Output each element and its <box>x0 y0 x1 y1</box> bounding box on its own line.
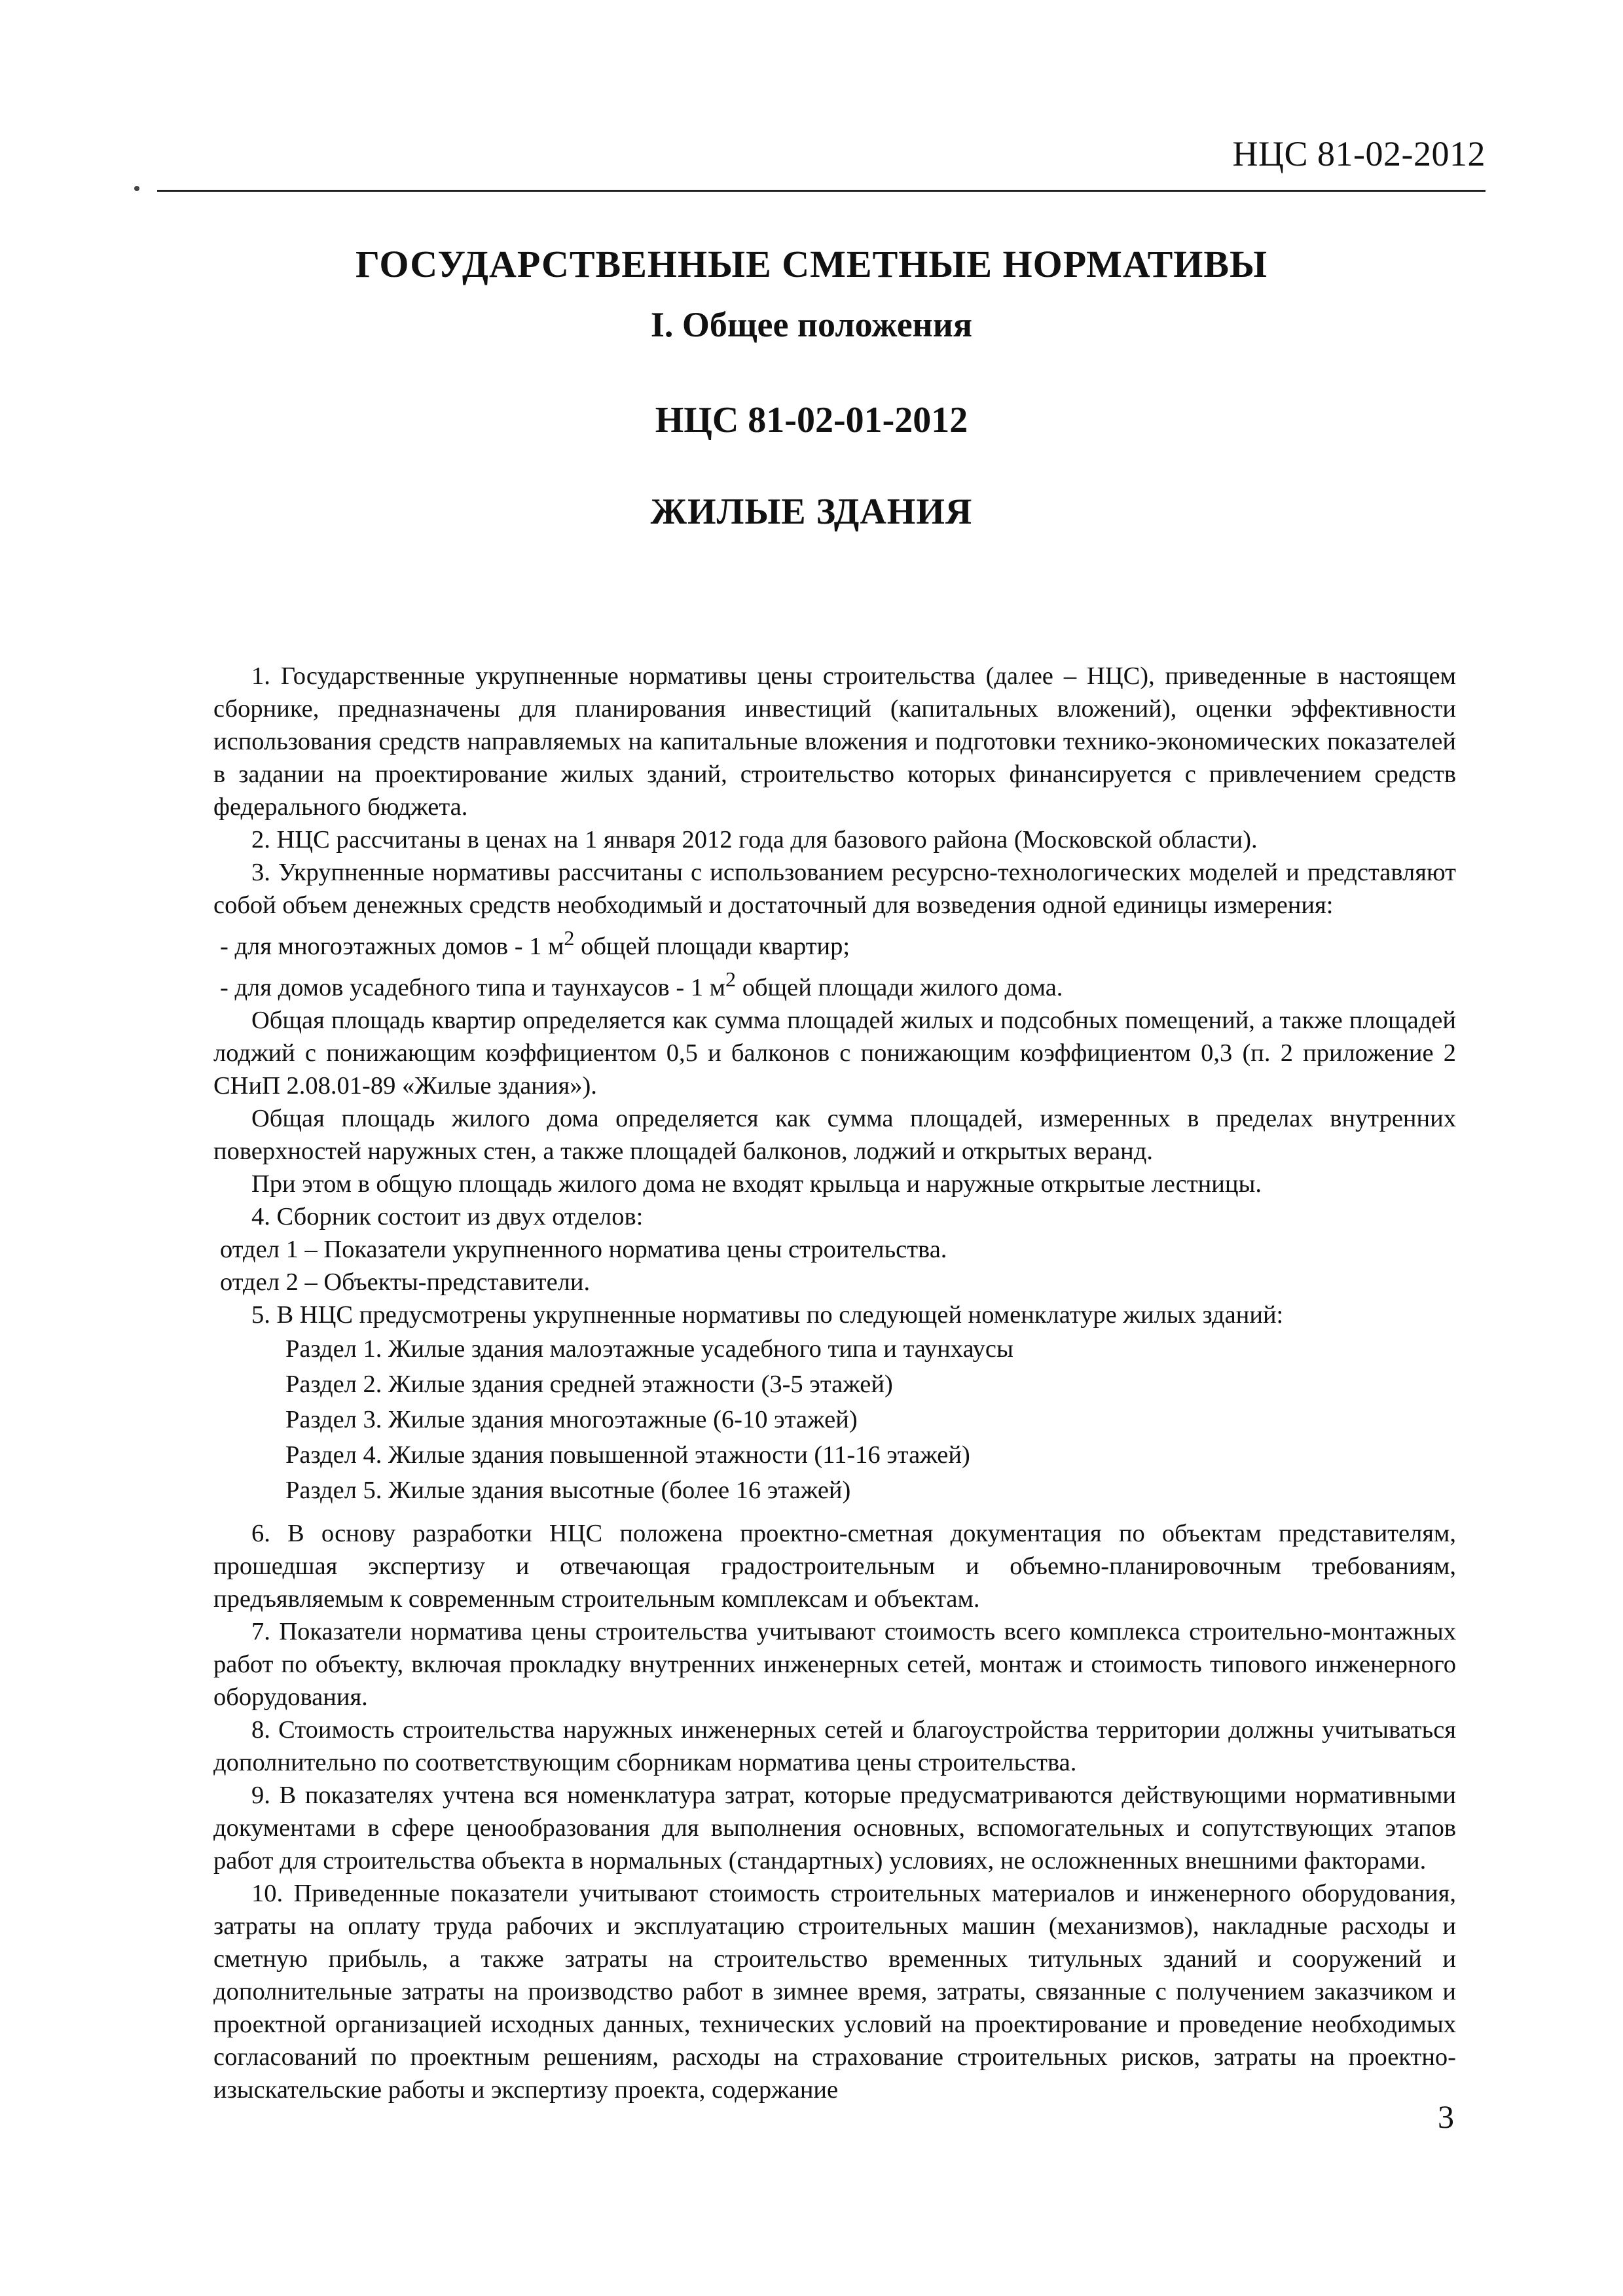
collection-code: НЦС 81-02-01-2012 <box>655 400 968 440</box>
paragraph-house-area: Общая площадь жилого дома определяется как сумма площадей, измеренных в пределах внутренних поверхностей наружных стен, а также площадей балконов, лоджий и открытых веранд. <box>213 1104 1456 1165</box>
paragraph-5: 5. В НЦС предусмотрены укрупненные нормативы по следующей номенклатуре жилых зданий: <box>251 1300 1284 1329</box>
main-title: ГОСУДАРСТВЕННЫЕ СМЕТНЫЕ НОРМАТИВЫ <box>355 243 1268 285</box>
bullet-multistorey <box>213 922 1456 963</box>
page-number: 3 <box>1438 2098 1454 2135</box>
bullet-text: общей площади жилого дома. <box>736 973 1063 1001</box>
paragraph-1: 1. Государственные укрупненные нормативы цены строительства (далее – НЦС), приведенные в настоящем сборнике, предназначены для планирования инвестиций (капитальных вложений), оценки эффективности использования средств направляемых на капитальные вложения и подготовки технико-экономических показателей в задании на проектирование жилых зданий, строительство которых финансируется с привлечением средств федерального бюджета. <box>213 662 1456 821</box>
section-title: ЖИЛЫЕ ЗДАНИЯ <box>650 492 973 532</box>
bullet-text: - для многоэтажных домов - 1 м <box>220 932 564 960</box>
section-item: Раздел 2. Жилые здания средней этажности (3-5 этажей) <box>285 1370 893 1398</box>
paragraph-7: 7. Показатели норматива цены строительства учитывают стоимость всего комплекса строительно-монтажных работ по объекту, включая прокладку внутренних инженерных сетей, монтаж и стоимость типового инженерного оборудования. <box>213 1617 1456 1711</box>
superscript: 2 <box>564 926 575 950</box>
paragraph-9: 9. В показателях учтена вся номенклатура затрат, которые предусматриваются действующими нормативными документами в сфере ценообразования для выполнения основных, вспомогательных и сопутствующих этапов работ для строительства объекта в нормальных (стандартных) условиях, не осложненных внешними факторами. <box>213 1781 1456 1874</box>
section-item: Раздел 1. Жилые здания малоэтажные усадебного типа и таунхаусы <box>285 1335 1013 1363</box>
bullet-text: общей площади квартир; <box>574 932 850 960</box>
section-item: Раздел 4. Жилые здания повышенной этажности (11-16 этажей) <box>285 1441 970 1469</box>
section-item: Раздел 3. Жилые здания многоэтажные (6-10 этажей) <box>285 1405 858 1433</box>
paragraph-2: 2. НЦС рассчитаны в ценах на 1 января 2012 года для базового района (Московской области). <box>251 826 1258 853</box>
paragraph-8: 8. Стоимость строительства наружных инженерных сетей и благоустройства территории должны учитываться дополнительно по соответствующим сборникам норматива цены строительства. <box>213 1715 1456 1776</box>
bullet-townhouse <box>213 963 1456 1004</box>
bullet-text: - для домов усадебного типа и таунхаусов - 1 м <box>220 973 726 1001</box>
paragraph-10: 10. Приведенные показатели учитывают стоимость строительных материалов и инженерного оборудования, затраты на оплату труда рабочих и эксплуатацию строительных машин (механизмов), накладные расходы и сметную прибыль, а также затраты на строительство временных титульных зданий и сооружений и дополнительные затраты на производство работ в зимнее время, затраты, связанные с получением заказчиком и проектной организацией исходных данных, технических условий на проектирование и проведение необходимых согласований по проектным решениям, расходы на страхование строительных рисков, затраты на проектно-изыскательские работы и экспертизу проекта, содержание <box>213 1879 1456 2104</box>
section-item: Раздел 5. Жилые здания высотные (более 16 этажей) <box>285 1476 851 1504</box>
paragraph-apartment-area: Общая площадь квартир определяется как сумма площадей жилых и подсобных помещений, а также площадей лоджий с понижающим коэффициентом 0,5 и балконов с понижающим коэффициентом 0,3 (п. 2 приложение 2 СНиП 2.08.01-89 «Жилые здания»). <box>213 1006 1456 1100</box>
paragraph-exclusions: При этом в общую площадь жилого дома не входят крыльца и наружные открытые лестницы. <box>251 1170 1262 1198</box>
superscript: 2 <box>725 967 737 991</box>
document-code: НЦС 81-02-2012 <box>1232 134 1486 173</box>
division-1: отдел 1 – Показатели укрупненного норматива цены строительства. <box>220 1235 947 1263</box>
scan-dot <box>134 186 139 191</box>
paragraph-6: 6. В основу разработки НЦС положена проектно-сметная документация по объектам представителям, прошедшая экспертизу и отвечающая градостроительным и объемно-планировочным требованиям, предъявляемым к современным строительным комплексам и объектам. <box>213 1519 1456 1613</box>
document-body <box>213 660 1456 2106</box>
division-2: отдел 2 – Объекты-представители. <box>220 1268 591 1296</box>
paragraph-3: 3. Укрупненные нормативы рассчитаны с использованием ресурсно-технологических моделей и представляют собой объем денежных средств необходимый и достаточный для возведения одной единицы измерения: <box>213 859 1456 919</box>
header-rule <box>157 190 1486 192</box>
subtitle: I. Общее положения <box>650 305 973 344</box>
paragraph-4: 4. Сборник состоит из двух отделов: <box>251 1202 644 1230</box>
